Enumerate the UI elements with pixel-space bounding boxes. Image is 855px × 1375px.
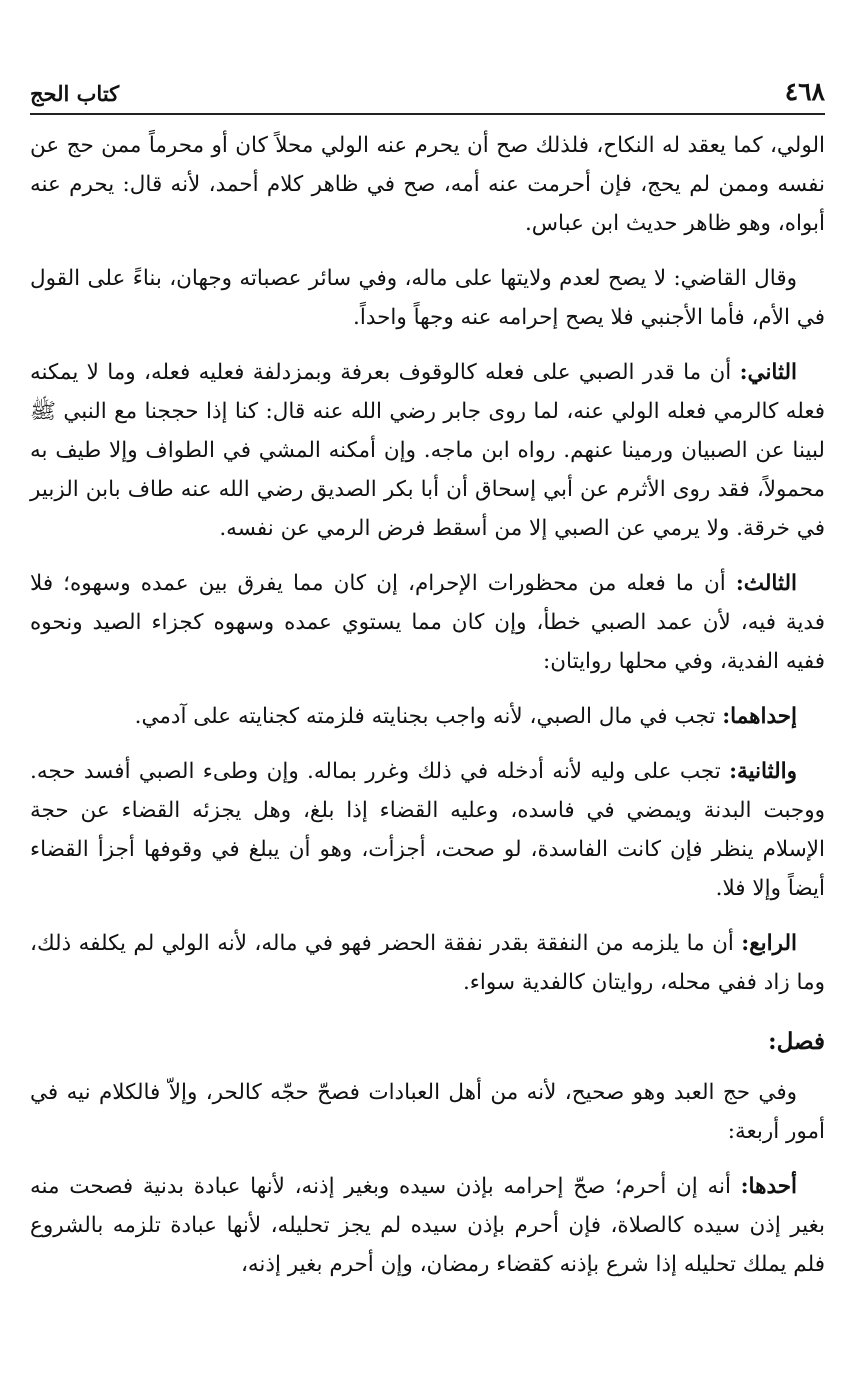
section-heading: فصل: xyxy=(768,1028,825,1055)
paragraph: الثالث: أن ما فعله من محظورات الإحرام، إن كان مما يفرق بين عمده وسهوه؛ فلا فدية فيه، لأن عمد الصبي خطأ، وإن كان مما يستوي عمده وسهوه كجزاء الصيد ونحوه ففيه الفدية، وفي محلها روايتان: xyxy=(30,571,825,674)
page-number: ٤٦٨ xyxy=(784,77,825,106)
paragraph: وفي حج العبد وهو صحيح، لأنه من أهل العبادات فصحّ حجّه كالحر، وإلاّ فالكلام نيه في أمور أربعة: xyxy=(30,1080,825,1144)
header-rule xyxy=(30,113,825,115)
page-body xyxy=(30,126,825,1300)
paragraph: الثاني: أن ما قدر الصبي على فعله كالوقوف بعرفة وبمزدلفة فعليه فعله، وما لا يمكنه فعله كالرمي فعله الولي عنه، لما روى جابر رضي الله عنه قال: كنا إذا حججنا مع النبي ﷺ لبينا عن الصبيان ورمينا عنهم. رواه ابن ماجه. وإن أمكنه المشي في الطواف وإلا طيف به محمولاً، فقد روى الأثرم عن أبي إسحاق أن أبا بكر الصديق رضي الله عنه طاف بابن الزبير في خرقة. ولا يرمي عن الصبي إلا من أسقط فرض الرمي عن نفسه. xyxy=(30,360,825,541)
running-title: كتاب الحج xyxy=(30,81,120,106)
paragraph: الولي، كما يعقد له النكاح، فلذلك صح أن يحرم عنه الولي محلاً كان أو محرماً ممن حج عن نفسه وممن لم يحج، فإن أحرمت عنه أمه، صح في ظاهر كلام أحمد، لأنه قال: يحرم عنه أبواه، وهو ظاهر حديث ابن عباس. xyxy=(30,133,825,236)
paragraph: إحداهما: تجب في مال الصبي، لأنه واجب بجنايته فلزمته كجنايته على آدمي. xyxy=(134,704,797,729)
paragraph: الرابع: أن ما يلزمه من النفقة بقدر نفقة الحضر فهو في ماله، لأنه الولي لم يكلفه ذلك، وما زاد ففي محله، روايتان كالفدية سواء. xyxy=(30,931,825,995)
paragraph: وقال القاضي: لا يصح لعدم ولايتها على ماله، وفي سائر عصباته وجهان، بناءً على القول في الأم، فأما الأجنبي فلا يصح إحرامه عنه وجهاً واحداً. xyxy=(30,266,825,330)
paragraph: أحدها: أنه إن أحرم؛ صحّ إحرامه بإذن سيده وبغير إذنه، لأنها عبادة بدنية فصحت منه بغير إذن سيده كالصلاة، فإن أحرم بإذن سيده لم يجز تحليله، لأنها عبادة تلزمه بالشروع فلم يملك تحليله إذا شرع بإذنه كقضاء رمضان، وإن أحرم بغير إذنه، xyxy=(30,1174,825,1277)
paragraph: والثانية: تجب على وليه لأنه أدخله في ذلك وغرر بماله. وإن وطىء الصبي أفسد حجه. ووجبت البدنة ويمضي في فاسده، وعليه القضاء إذا بلغ، وهل يجزئه القضاء عن حجة الإسلام ينظر فإن كانت الفاسدة، لو صحت، أجزأت، وهو أن يبلغ في وقوفها أجزأ القضاء أيضاً وإلا فلا. xyxy=(30,759,825,901)
page-header xyxy=(30,62,825,106)
